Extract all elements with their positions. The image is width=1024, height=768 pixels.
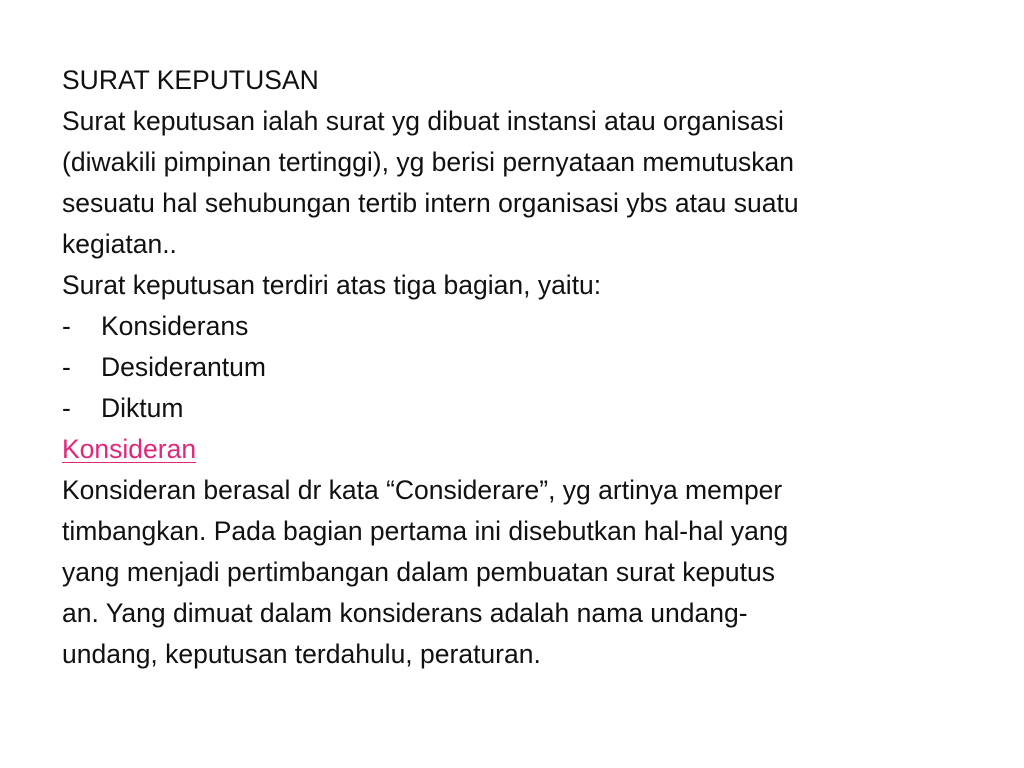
definition-line: kegiatan.. bbox=[62, 229, 177, 259]
list-item bbox=[62, 388, 962, 429]
definition-line: sesuatu hal sehubungan tertib intern organisasi ybs atau suatu bbox=[62, 188, 799, 218]
list-item-label: Diktum bbox=[101, 393, 184, 423]
list-item bbox=[62, 347, 962, 388]
definition-line: (diwakili pimpinan tertinggi), yg berisi pernyataan memutuskan bbox=[62, 147, 795, 177]
list-item bbox=[62, 306, 962, 347]
explanation-line: Konsideran berasal dr kata “Considerare”, yg artinya memper bbox=[62, 475, 783, 505]
slide-heading: SURAT KEPUTUSAN bbox=[62, 65, 319, 95]
bullet-marker: - bbox=[62, 393, 71, 423]
bullet-marker: - bbox=[62, 352, 71, 382]
konsideran-link[interactable]: Konsideran bbox=[62, 434, 197, 464]
slide-text-body bbox=[62, 60, 962, 675]
explanation-line: yang menjadi pertimbangan dalam pembuatan surat keputus bbox=[62, 557, 776, 587]
parts-intro: Surat keputusan terdiri atas tiga bagian, yaitu: bbox=[62, 270, 602, 300]
definition-line: Surat keputusan ialah surat yg dibuat instansi atau organisasi bbox=[62, 106, 784, 136]
list-item-label: Desiderantum bbox=[101, 352, 266, 382]
bullet-marker: - bbox=[62, 311, 71, 341]
explanation-line: timbangkan. Pada bagian pertama ini disebutkan hal-hal yang bbox=[62, 516, 789, 546]
explanation-line: undang, keputusan terdahulu, peraturan. bbox=[62, 639, 541, 669]
list-item-label: Konsiderans bbox=[101, 311, 249, 341]
explanation-line: an. Yang dimuat dalam konsiderans adalah nama undang- bbox=[62, 598, 748, 628]
